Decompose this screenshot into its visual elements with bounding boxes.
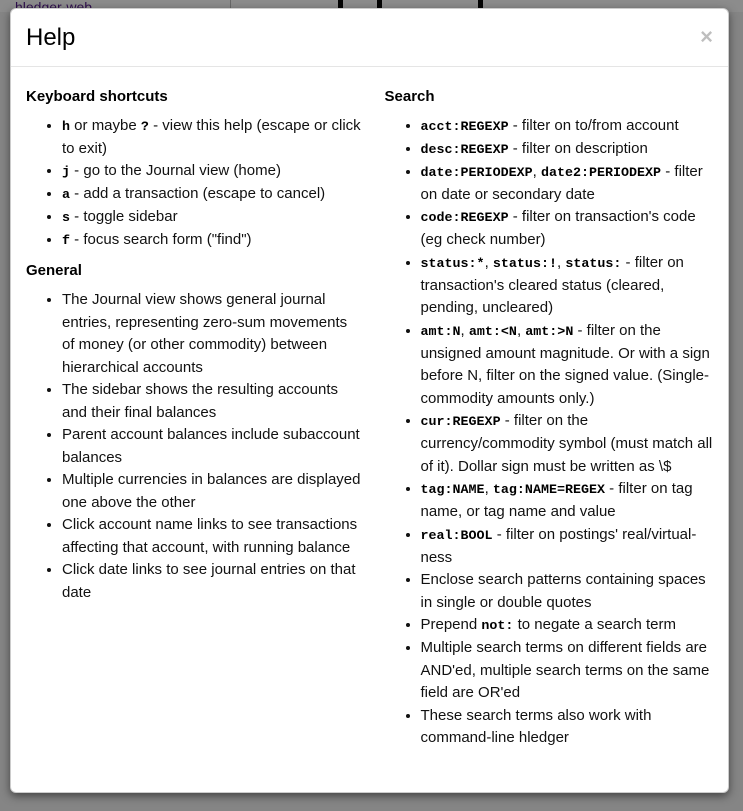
code-term: not: <box>481 619 514 635</box>
help-list-item: • tag:NAME, tag:NAME=REGEX - filter on tag name, or tag name and value <box>421 478 714 524</box>
modal-title: Help <box>26 24 76 51</box>
code-term: status: <box>565 256 622 272</box>
help-list-item: • j - go to the Journal view (home) <box>62 160 362 183</box>
help-list-item: • Multiple search terms on different fields are AND'ed, multiple search terms on the same field are OR'ed <box>421 637 714 705</box>
code-term: f <box>62 234 71 250</box>
modal-body <box>11 67 728 775</box>
help-list-item: • The sidebar shows the resulting accounts and their final balances <box>62 379 362 424</box>
section-heading: Search <box>384 87 435 105</box>
code-term: cur:REGEXP <box>420 415 501 431</box>
help-modal <box>10 8 729 793</box>
help-list-item: • Parent account balances include subaccount balances <box>62 424 362 469</box>
code-term: h <box>62 119 71 135</box>
help-list-item: • acct:REGEXP - filter on to/from account <box>421 115 714 138</box>
help-list-item: • Multiple currencies in balances are displayed one above the other <box>62 469 362 514</box>
code-term: amt:<N <box>468 324 517 340</box>
help-list-item: • Click account name links to see transactions affecting that account, with running balance <box>62 514 362 559</box>
code-term: acct:REGEXP <box>420 119 509 135</box>
keyboard-help-column <box>26 82 370 760</box>
help-list-item: • status:*, status:!, status: - filter on transaction's cleared status (cleared, pending, uncleared) <box>421 252 714 320</box>
code-term: status:* <box>420 256 485 272</box>
code-term: date2:PERIODEXP <box>540 165 662 181</box>
help-list-item: • Enclose search patterns containing spaces in single or double quotes <box>421 569 714 614</box>
code-term: amt:N <box>420 324 461 340</box>
help-list-item: • These search terms also work with command-line hledger <box>421 705 714 750</box>
help-list-item: • The Journal view shows general journal entries, representing zero-sum movements of money (or other commodity) between hierarchical accounts <box>62 289 362 379</box>
search-help-column <box>370 82 714 760</box>
help-list-item: • cur:REGEXP - filter on the currency/commodity symbol (must match all of it). Dollar sign must be written as \$ <box>421 410 714 478</box>
code-term: a <box>62 188 71 204</box>
code-term: date:PERIODEXP <box>420 165 533 181</box>
help-list-item: • desc:REGEXP - filter on description <box>421 138 714 161</box>
help-list-item: • code:REGEXP - filter on transaction's code (eg check number) <box>421 206 714 252</box>
help-list-item: • a - add a transaction (escape to cancel) <box>62 183 362 206</box>
help-list-item: • f - focus search form ("find") <box>62 229 362 252</box>
help-list <box>385 115 714 750</box>
code-term: tag:NAME <box>420 483 485 499</box>
help-list-item: • Click date links to see journal entries on that date <box>62 559 362 604</box>
code-term: ? <box>140 119 149 135</box>
help-list-item: • real:BOOL - filter on postings' real/virtual-ness <box>421 524 714 570</box>
code-term: status:! <box>492 256 557 272</box>
code-term: real:BOOL <box>420 528 493 544</box>
help-list-item: • h or maybe ? - view this help (escape or click to exit) <box>62 115 362 161</box>
modal-header <box>11 9 728 67</box>
code-term: amt:>N <box>525 324 574 340</box>
help-list-item: • Prepend not: to negate a search term <box>421 614 714 637</box>
close-icon[interactable]: × <box>700 24 713 49</box>
help-list-item: • date:PERIODEXP, date2:PERIODEXP - filter on date or secondary date <box>421 161 714 207</box>
help-list-item: • s - toggle sidebar <box>62 206 362 229</box>
code-term: desc:REGEXP <box>420 142 509 158</box>
code-term: code:REGEXP <box>420 211 509 227</box>
section-heading: Keyboard shortcuts <box>26 87 168 105</box>
help-list-item: • amt:N, amt:<N, amt:>N - filter on the unsigned amount magnitude. Or with a sign before N, filter on the signed value. (Single-commodity amounts only.) <box>421 320 714 411</box>
help-list <box>26 289 362 604</box>
code-term: tag:NAME=REGEX <box>492 483 606 499</box>
help-list <box>26 115 362 253</box>
code-term: j <box>62 165 71 181</box>
section-heading: General <box>26 262 82 280</box>
code-term: s <box>62 211 71 227</box>
